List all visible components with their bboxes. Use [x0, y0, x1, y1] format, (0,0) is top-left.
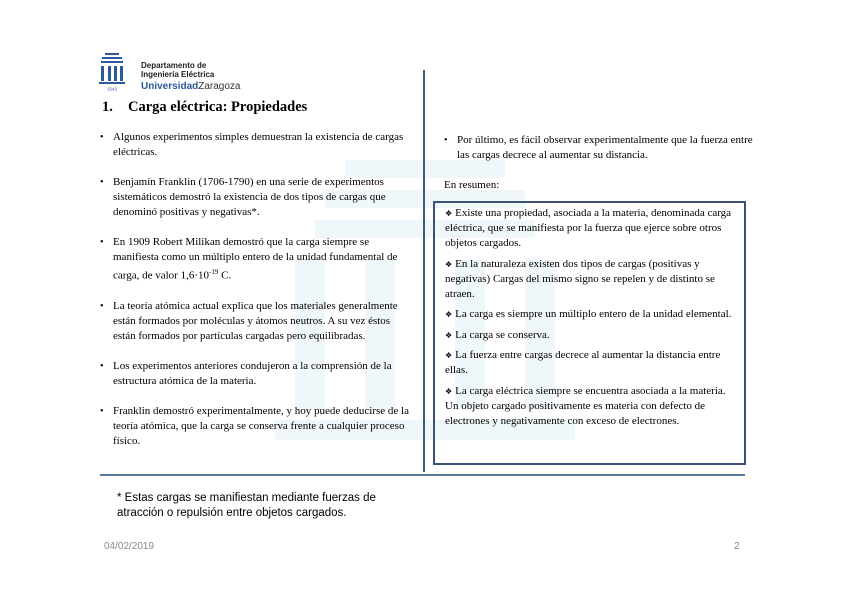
list-item: • En 1909 Robert Milikan demostró que la carga siempre se manifiesta como un múltiplo entero de la unidad fundamental de carga, de valor $1,6\cdot 10^{-19}$ C. [100, 235, 410, 284]
university-name: UniversidadZaragoza [141, 81, 241, 92]
list-item: • Franklin demostró experimentalmente, y hoy puede deducirse de la teoría atómica, que la carga se conserva frente a cualquier proceso físico. [100, 404, 410, 449]
left-bullet-list [100, 130, 410, 464]
footnote: * Estas cargas se manifiestan mediante fuerzas de atracción o repulsión entre objetos cargados. [117, 492, 376, 519]
footer-divider [100, 474, 745, 476]
slide-title [102, 98, 307, 116]
summary-item: ❖ Existe una propiedad, asociada a la materia, denominada carga eléctrica, que se manifiesta por la fuerza que ejerce sobre otros objetos cargados. [445, 207, 732, 249]
list-item: • Algunos experimentos simples demuestran la existencia de cargas eléctricas. [100, 130, 410, 160]
diamond-bullet-icon: ❖ [445, 386, 453, 396]
summary-item: ❖ La carga se conserva. [445, 328, 550, 341]
list-item: • Benjamín Franklin (1706-1790) en una serie de experimentos sistemáticos demostró la existencia de dos tipos de cargas que denominó positivas y negativas*. [100, 175, 410, 220]
section-title: Carga eléctrica: Propiedades [128, 99, 308, 115]
list-item: • La teoría atómica actual explica que los materiales generalmente están formados por moléculas y átomos neutros. A su vez éstos están formados por partículas cargadas pero equilibradas. [100, 299, 410, 344]
diamond-bullet-icon: ❖ [445, 330, 453, 340]
summary-item: ❖ La fuerza entre cargas decrece al aumentar la distancia entre ellas. [445, 349, 721, 376]
page-number: 2 [734, 541, 740, 552]
university-logo-icon [98, 52, 126, 92]
summary-item: ❖ En la naturaleza existen dos tipos de cargas (positivas y negativas) Cargas del mismo signo se repelen y de distinto se atraen. [445, 257, 715, 300]
list-item: • Los experimentos anteriores condujeron a la comprensión de la estructura atómica de la materia. [100, 359, 410, 389]
section-number: 1. [102, 99, 113, 115]
summary-label: En resumen: [444, 179, 500, 191]
diamond-bullet-icon: ❖ [445, 310, 453, 319]
slide-date: 04/02/2019 [104, 541, 155, 552]
summary-box [433, 201, 746, 465]
diamond-bullet-icon: ❖ [445, 209, 453, 218]
department-name: Departamento de Ingeniería Eléctrica [141, 61, 215, 79]
right-bullet: • Por último, es fácil observar experimentalmente que la fuerza entre las cargas decrece al aumentar su distancia. [444, 133, 757, 163]
diamond-bullet-icon: ❖ [445, 351, 453, 360]
summary-item: ❖ La carga es siempre un múltiplo entero de la unidad elemental. [445, 308, 732, 320]
diamond-bullet-icon: ❖ [445, 259, 453, 269]
summary-item: ❖ La carga eléctrica siempre se encuentra asociada a la materia. Un objeto cargado positivamente es materia con defecto de electrones y negativamente con exceso de electrones. [445, 384, 726, 427]
logo-year: 1542 [106, 86, 118, 92]
column-divider [423, 70, 425, 472]
